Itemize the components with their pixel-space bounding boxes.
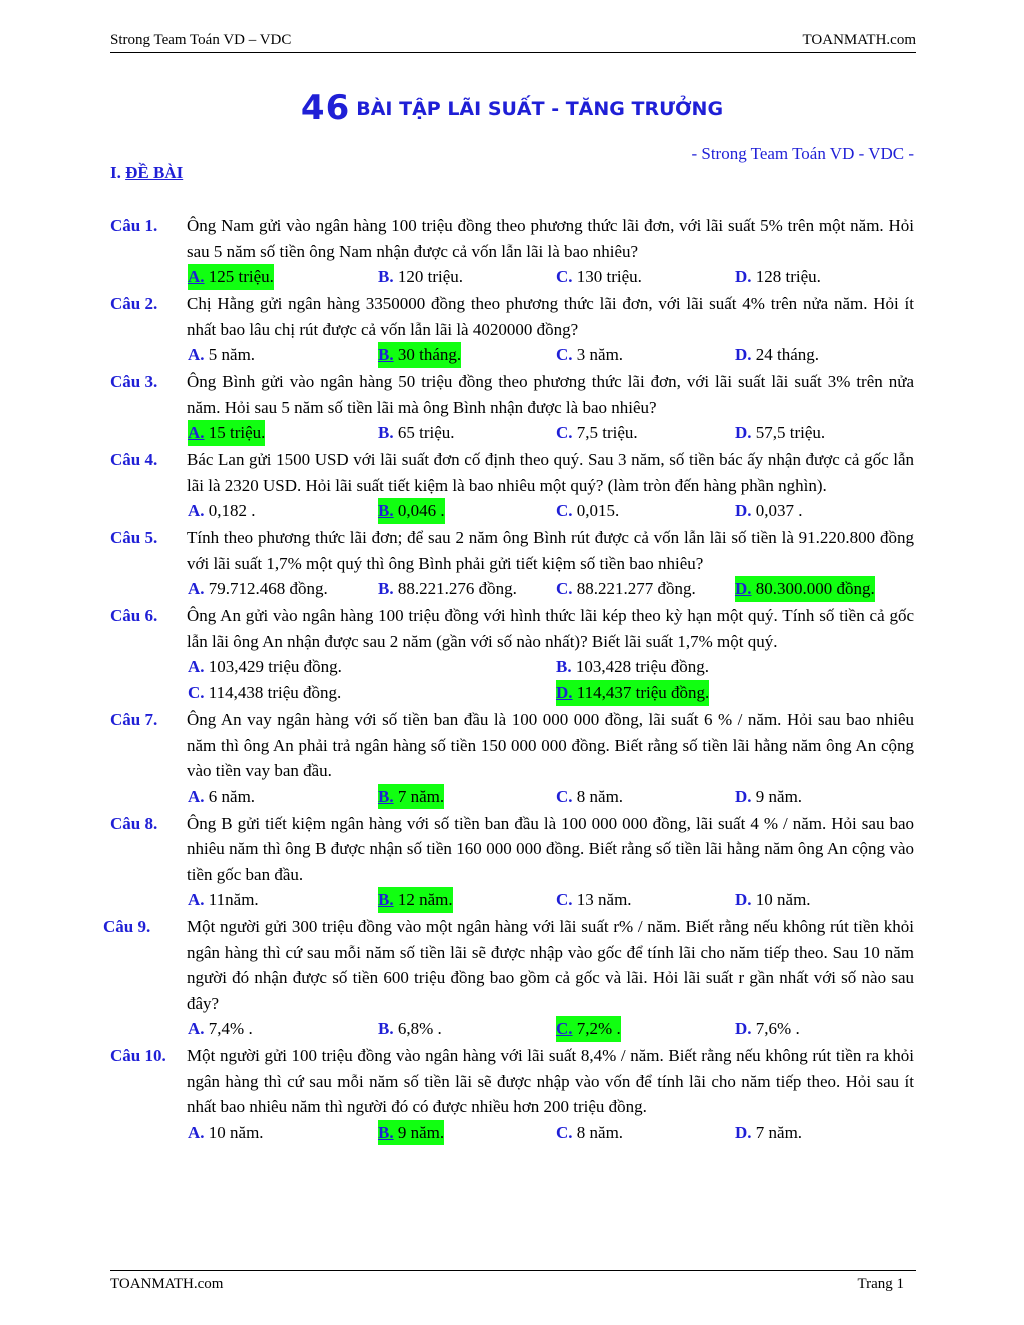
question-label: Câu 7.: [110, 710, 158, 729]
options-row: [0, 342, 1024, 368]
question-4: [0, 447, 1024, 524]
option-a[interactable]: A. 15 triệu.: [188, 420, 265, 446]
team-credit: - Strong Team Toán VD - VDC -: [691, 144, 914, 163]
option-b[interactable]: B. 30 tháng.: [378, 342, 461, 368]
option-b[interactable]: B. 103,428 triệu đồng.: [556, 657, 709, 676]
question-9: [0, 914, 1024, 1042]
question-label: Câu 2.: [110, 294, 158, 313]
option-b[interactable]: B. 120 triệu.: [378, 267, 463, 286]
option-d[interactable]: D. 80.300.000 đồng.: [735, 576, 875, 602]
title-number: 46: [300, 88, 351, 128]
option-d[interactable]: D. 128 triệu.: [735, 267, 821, 286]
question-10: [0, 1043, 1024, 1146]
option-c[interactable]: C. 130 triệu.: [556, 267, 642, 286]
question-stem: Bác Lan gửi 1500 USD với lãi suất đơn cố định theo quý. Sau 3 năm, số tiền bác ấy nhận được cả gốc lẫn lãi là 2320 USD. Hỏi lãi suất tiết kiệm là bao nhiêu một quý? (làm tròn đến hàng phần nghìn).: [187, 450, 914, 495]
page-header: [110, 32, 916, 53]
option-a[interactable]: A. 103,429 triệu đồng.: [188, 657, 342, 676]
option-d[interactable]: D. 114,437 triệu đồng.: [556, 680, 709, 706]
option-b[interactable]: B. 65 triệu.: [378, 423, 455, 442]
option-d[interactable]: D. 57,5 triệu.: [735, 423, 826, 442]
option-b[interactable]: B. 7 năm.: [378, 784, 444, 810]
option-d[interactable]: D. 7 năm.: [735, 1122, 803, 1142]
question-stem: Tính theo phương thức lãi đơn; để sau 2 năm ông Bình rút được cả vốn lẫn lãi số tiền là 91.220.800 đồng với lãi suất 1,7% một quý thì ông Bình phải gửi tiết kiệm số tiền bao nhiêu?: [187, 528, 914, 573]
section-prefix: I.: [110, 163, 121, 182]
section-label: ĐỀ BÀI: [125, 163, 184, 182]
option-b[interactable]: B. 6,8% .: [378, 1019, 442, 1038]
option-a[interactable]: A. 6 năm.: [188, 786, 256, 806]
header-right: TOANMATH.com: [802, 32, 916, 48]
options-row: [0, 576, 1024, 602]
option-c[interactable]: C. 8 năm.: [556, 786, 624, 806]
option-d[interactable]: D. 10 năm.: [735, 890, 811, 909]
option-c[interactable]: C. 114,438 triệu đồng.: [188, 683, 342, 702]
header-left: Strong Team Toán VD – VDC: [110, 32, 292, 48]
option-a[interactable]: A. 5 năm.: [188, 345, 256, 364]
question-stem: Ông Bình gửi vào ngân hàng 50 triệu đồng theo phương thức lãi đơn, với lãi suất lãi suất 3% trên nửa năm. Hỏi sau 5 năm số tiền lãi mà ông Bình nhận được là bao nhiêu?: [187, 372, 914, 417]
options-row: [0, 1120, 1024, 1146]
question-6: [0, 603, 1024, 706]
question-8: [0, 811, 1024, 914]
question-label: Câu 9.: [103, 917, 151, 936]
option-a[interactable]: A. 10 năm.: [188, 1122, 264, 1142]
question-label: Câu 1.: [110, 216, 158, 235]
options-row: [0, 498, 1024, 524]
question-label: Câu 10.: [110, 1046, 166, 1065]
option-a[interactable]: A. 0,182 .: [188, 501, 256, 520]
options-row: [0, 680, 1024, 706]
question-stem: Chị Hằng gửi ngân hàng 3350000 đồng theo phương thức lãi đơn, với lãi suất 4% trên nửa năm. Hỏi ít nhất bao lâu chị rút được cả vốn lẫn lãi là 4020000 đồng?: [187, 294, 914, 339]
options-row: [0, 887, 1024, 913]
question-7: [0, 707, 1024, 810]
question-1: [0, 213, 1024, 290]
option-c[interactable]: C. 13 năm.: [556, 890, 632, 909]
question-label: Câu 5.: [110, 528, 158, 547]
question-stem: Ông An gửi vào ngân hàng 100 triệu đồng với hình thức lãi kép theo kỳ hạn một quý. Tính số tiền cả gốc lẫn lãi ông An nhận được sau 2 năm (gần với số nào nhất)? Biết lãi suất 1,7% một quý.: [187, 606, 914, 651]
options-row: [0, 264, 1024, 290]
option-b[interactable]: B. 88.221.276 đồng.: [378, 579, 517, 598]
option-d[interactable]: D. 7,6% .: [735, 1019, 800, 1038]
question-label: Câu 3.: [110, 372, 158, 391]
options-row: [0, 1016, 1024, 1042]
question-stem: Một người gửi 300 triệu đồng vào một ngân hàng với lãi suất r% / năm. Biết rằng nếu không rút tiền khỏi ngân hàng thì cứ sau mỗi năm số tiền lãi sẽ được nhập vào gốc để tính lãi cho năm tiếp theo. Sau 10 năm người đó nhận được số tiền 600 triệu đồng bao gồm cả gốc và lãi. Hỏi lãi suất r gần nhất với số nào sau đây?: [187, 917, 914, 1013]
page-title: [0, 88, 1024, 128]
options-row: [0, 420, 1024, 446]
option-b[interactable]: B. 12 năm.: [378, 887, 453, 913]
footer-left: TOANMATH.com: [110, 1276, 224, 1292]
option-b[interactable]: B. 9 năm.: [378, 1120, 444, 1146]
page-number: Trang 1: [857, 1276, 904, 1292]
question-2: [0, 291, 1024, 368]
question-label: Câu 6.: [110, 606, 158, 625]
option-a[interactable]: A. 11năm.: [188, 890, 259, 909]
question-stem: Ông B gửi tiết kiệm ngân hàng với số tiền ban đầu là 100 000 000 đồng, lãi suất 4 % / năm. Hỏi sau bao nhiêu năm thì ông B được nhận số tiền 160 000 000 đồng. Biết rằng số tiền lãi hằng năm ông An cộng vào tiền gốc ban đầu.: [187, 813, 914, 884]
option-b[interactable]: B. 0,046 .: [378, 498, 445, 524]
option-c[interactable]: C. 3 năm.: [556, 345, 624, 364]
question-stem: Ông An vay ngân hàng với số tiền ban đầu là 100 000 000 đồng, lãi suất 6 % / năm. Hỏi sau bao nhiêu năm thì ông An phải trả ngân hàng số tiền 150 000 000 đồng. Biết rằng số tiền lãi hằng năm ông An cộng vào tiền vay ban đầu.: [187, 710, 914, 780]
option-c[interactable]: C. 7,5 triệu.: [556, 423, 638, 442]
option-c[interactable]: C. 88.221.277 đồng.: [556, 579, 696, 598]
question-label: Câu 8.: [110, 813, 158, 833]
page-footer: [110, 1270, 916, 1293]
options-row: [0, 784, 1024, 810]
question-3: [0, 369, 1024, 446]
question-5: [0, 525, 1024, 602]
option-d[interactable]: D. 9 năm.: [735, 786, 803, 806]
option-a[interactable]: A. 7,4% .: [188, 1019, 253, 1038]
option-a[interactable]: A. 79.712.468 đồng.: [188, 579, 328, 598]
section-heading: [110, 163, 183, 183]
option-c[interactable]: C. 8 năm.: [556, 1122, 624, 1142]
option-d[interactable]: D. 24 tháng.: [735, 345, 820, 364]
title-text: BÀI TẬP LÃI SUẤT - TĂNG TRƯỞNG: [356, 98, 724, 120]
question-label: Câu 4.: [110, 450, 158, 469]
option-c[interactable]: C. 0,015.: [556, 501, 620, 520]
question-stem: Ông Nam gửi vào ngân hàng 100 triệu đồng theo phương thức lãi đơn, với lãi suất 5% trên một năm. Hỏi sau 5 năm số tiền ông Nam nhận được cả vốn lẫn lãi là bao nhiêu?: [187, 216, 914, 261]
option-d[interactable]: D. 0,037 .: [735, 501, 803, 520]
question-list: [0, 213, 1024, 1147]
option-c[interactable]: C. 7,2% .: [556, 1016, 621, 1042]
options-row: [0, 654, 1024, 680]
question-stem: Một người gửi 100 triệu đồng vào ngân hàng với lãi suất 8,4% / năm. Biết rằng nếu không rút tiền ra khỏi ngân hàng thì cứ sau mỗi năm số tiền lãi sẽ được nhập vào vốn để tính lãi cho năm tiếp theo. Hỏi sau ít nhất bao nhiêu năm thì người đó có được nhiều hơn 200 triệu đồng.: [187, 1046, 914, 1116]
option-a[interactable]: A. 125 triệu.: [188, 264, 274, 290]
